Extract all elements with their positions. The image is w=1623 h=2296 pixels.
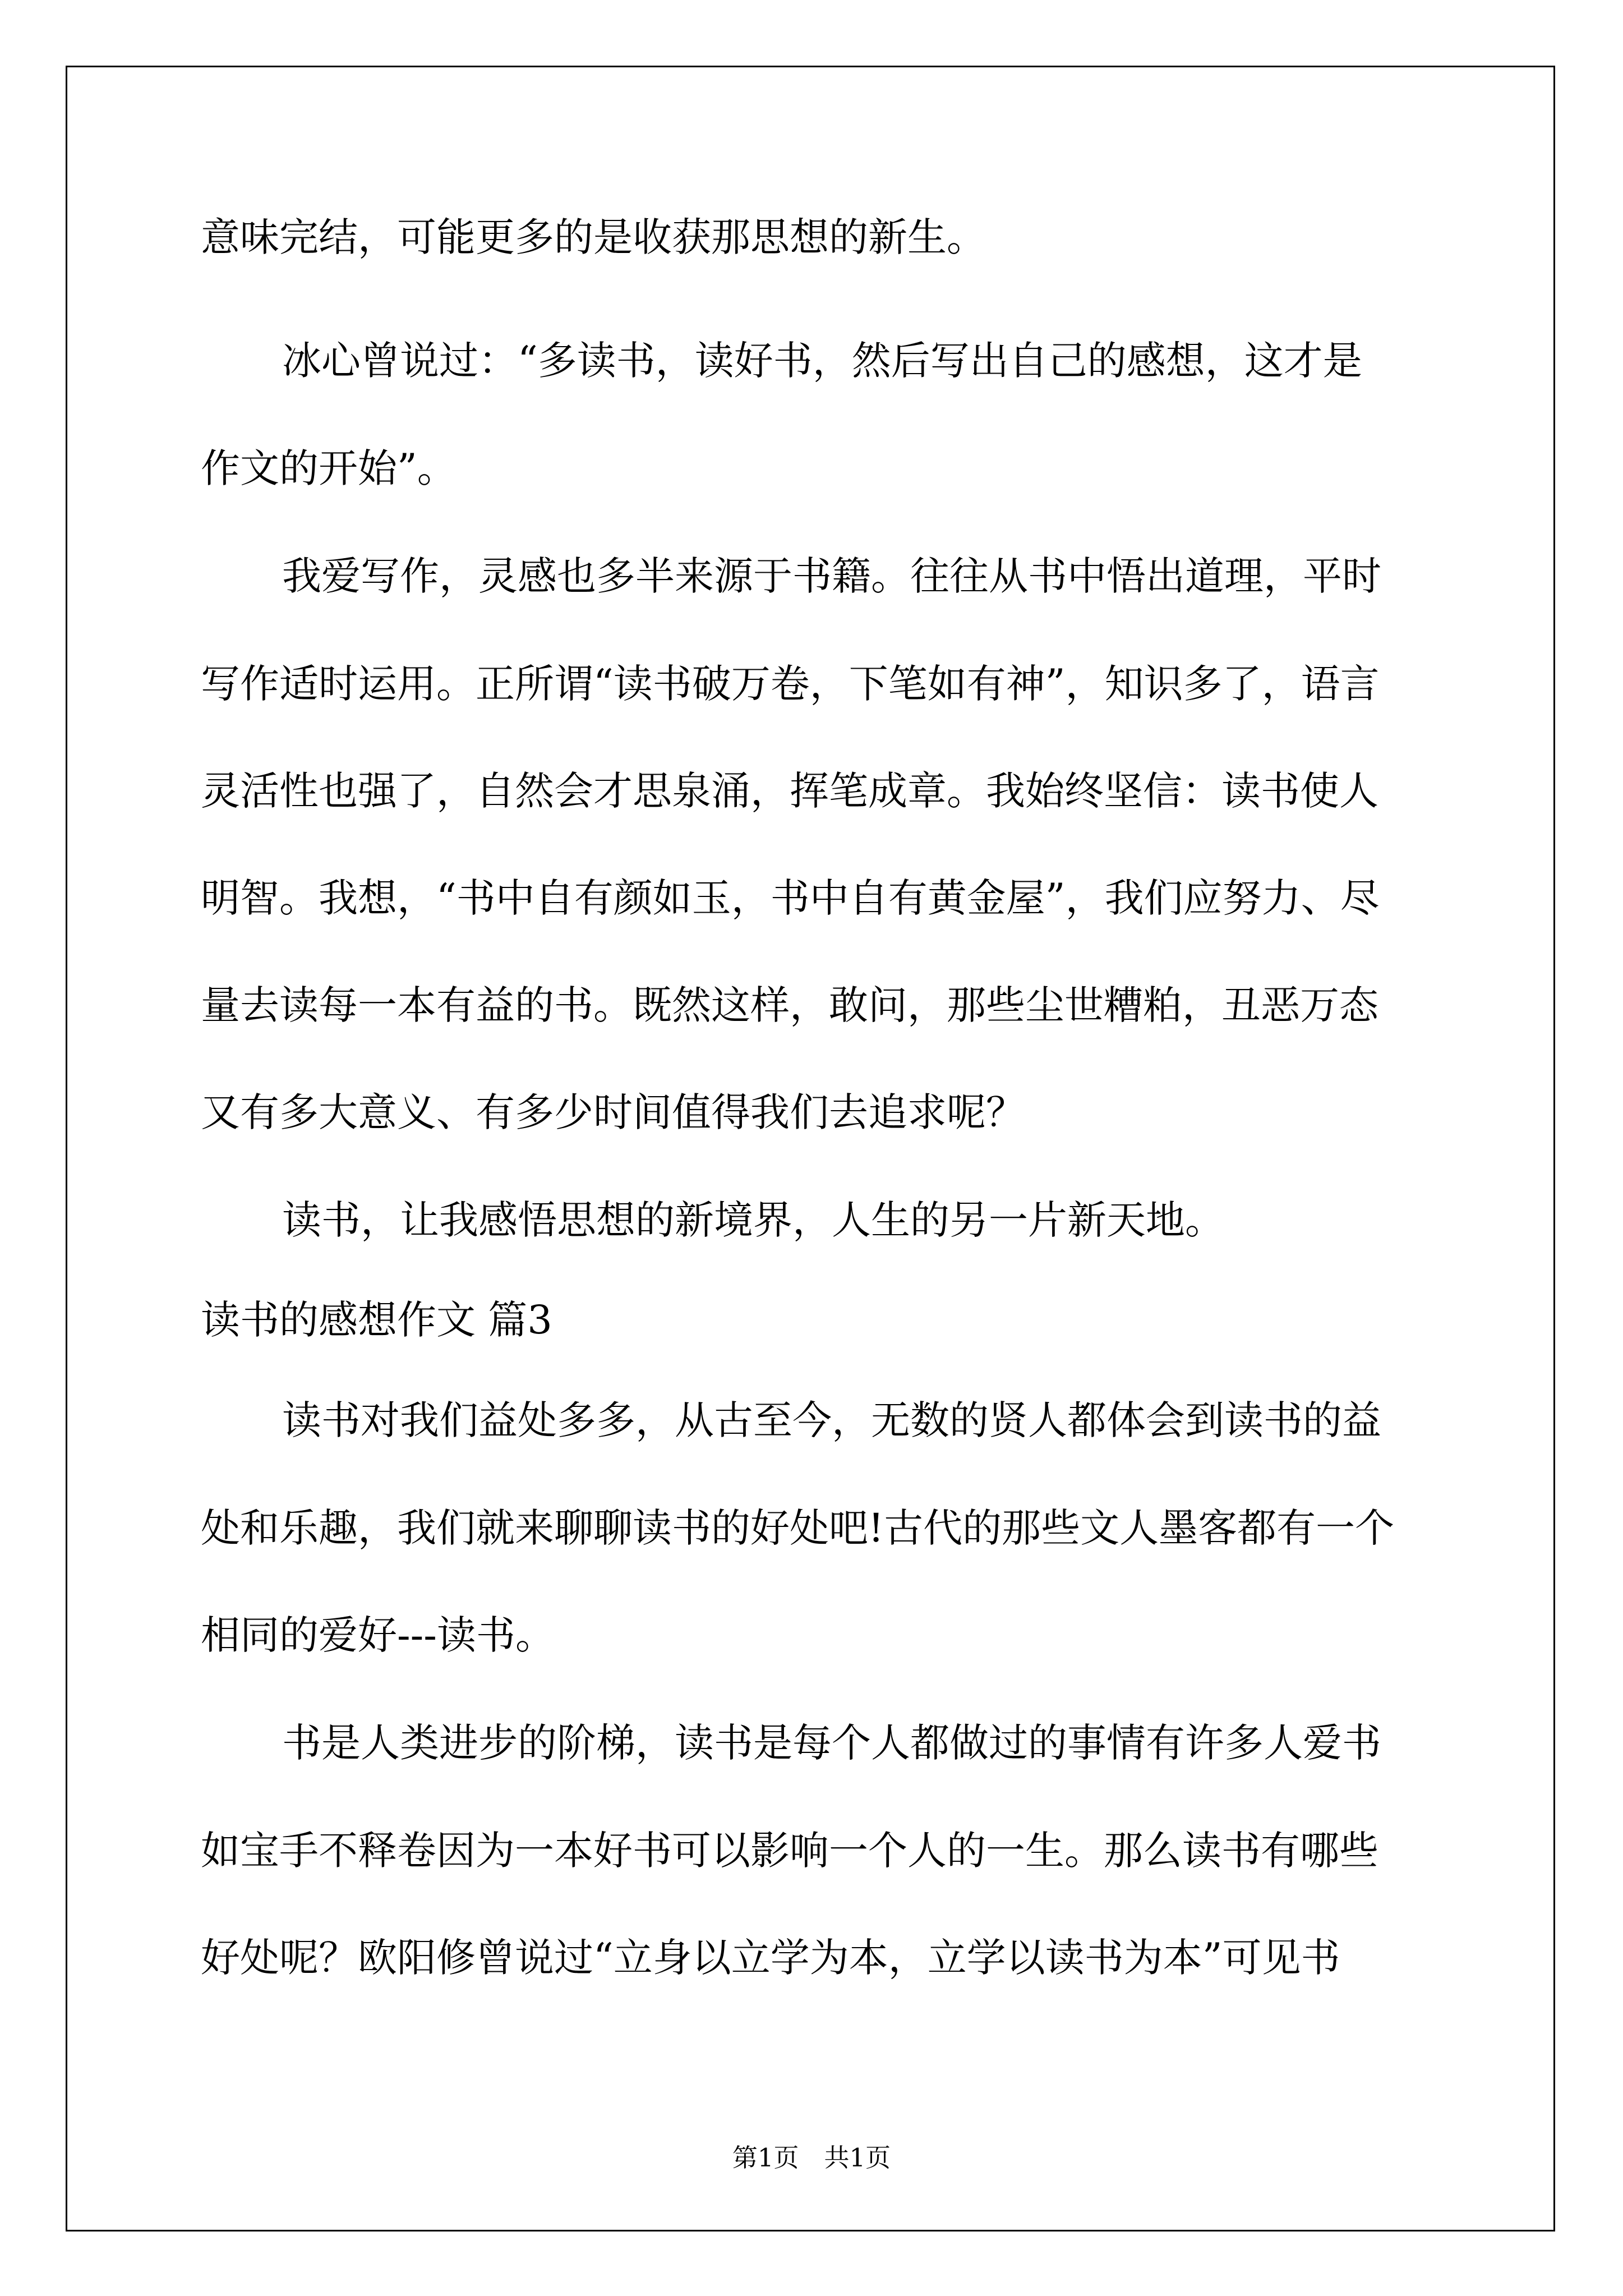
- text-line: 书是人类进步的阶梯，读书是每个人都做过的事情有许多人爱书: [282, 1720, 1381, 1766]
- text-line: 好处呢？欧阳修曾说过“立身以立学为本，立学以读书为本”可见书: [201, 1935, 1340, 1981]
- text-line: 如宝手不释卷因为一本好书可以影响一个人的一生。那么读书有哪些: [201, 1828, 1378, 1874]
- text-line: 读书，让我感悟思想的新境界，人生的另一片新天地。: [282, 1197, 1224, 1243]
- text-line: 意味完结，可能更多的是收获那思想的新生。: [201, 214, 986, 260]
- text-line: 冰心曾说过：“多读书，读好书，然后写出自己的感想，这才是: [282, 338, 1362, 384]
- page-number: 第1页 共1页: [732, 2143, 891, 2173]
- text-line: 量去读每一本有益的书。既然这样，敢问，那些尘世糟粕，丑恶万态: [201, 982, 1378, 1028]
- text-line: 明智。我想，“书中自有颜如玉，书中自有黄金屋”，我们应努力、尽: [201, 875, 1380, 921]
- page-frame: [66, 66, 1555, 2231]
- text-line: 写作适时运用。正所谓“读书破万卷，下笔如有神”，知识多了，语言: [201, 661, 1380, 707]
- text-line: 我爱写作，灵感也多半来源于书籍。往往从书中悟出道理，平时: [282, 553, 1381, 599]
- text-line: 相同的爱好---读书。: [201, 1612, 555, 1658]
- text-line: 作文的开始”。: [201, 445, 457, 491]
- text-line: 读书对我们益处多多，从古至今，无数的贤人都体会到读书的益: [282, 1397, 1381, 1443]
- text-line: 处和乐趣，我们就来聊聊读书的好处吧!古代的那些文人墨客都有一个: [201, 1505, 1395, 1551]
- section-heading: 读书的感想作文 篇3: [201, 1297, 552, 1343]
- text-line: 又有多大意义、有多少时间值得我们去追求呢？: [201, 1089, 1025, 1135]
- text-line: 灵活性也强了，自然会才思泉涌，挥笔成章。我始终坚信：读书使人: [201, 768, 1378, 814]
